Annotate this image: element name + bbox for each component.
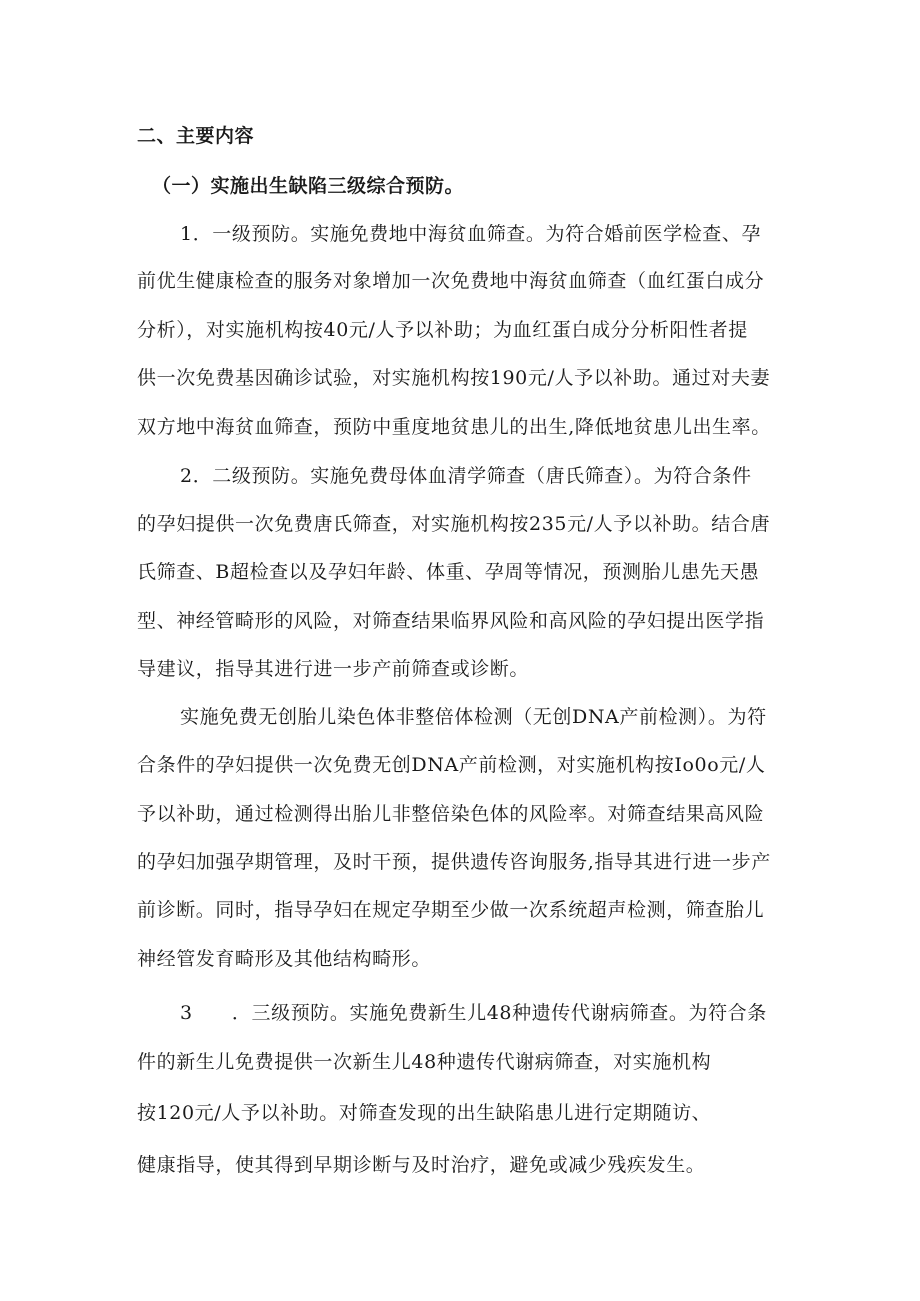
text-line: 实施免费无创胎儿染色体非整倍体检测（无创DNA产前检测）。为符 [180, 706, 767, 728]
text-line: 1．一级预防。实施免费地中海贫血筛查。为符合婚前医学检查、孕 [180, 223, 762, 245]
text-line: 神经管发育畸形及其他结构畸形。 [137, 948, 432, 970]
subsection-heading: （一）实施出生缺陷三级综合预防。 [152, 175, 465, 197]
text-line: 型、神经管畸形的风险，对筛查结果临界风险和高风险的孕妇提出医学指 [137, 610, 765, 632]
section-heading: 二、主要内容 [137, 125, 255, 147]
text-line: 健康指导，使其得到早期诊断与及时治疗，避免或减少残疾发生。 [137, 1154, 706, 1176]
text-line: 前诊断。同时，指导孕妇在规定孕期至少做一次系统超声检测，筛查胎儿 [137, 899, 765, 921]
text-line: 的孕妇加强孕期管理，及时干预，提供遗传咨询服务,指导其进行进一步产 [137, 851, 771, 873]
text-line: 前优生健康检查的服务对象增加一次免费地中海贫血筛查（血红蛋白成分 [137, 270, 765, 292]
text-line: 供一次免费基因确诊试验，对实施机构按190元/人予以补助。通过对夫妻 [137, 367, 771, 389]
text-line: 予以补助，通过检测得出胎儿非整倍染色体的风险率。对筛查结果高风险 [137, 803, 765, 825]
text-line: 氏筛查、B超检查以及孕妇年龄、体重、孕周等情况，预测胎儿患先天愚 [137, 561, 760, 583]
text-line: 合条件的孕妇提供一次免费无创DNA产前检测，对实施机构按Io0o元/人 [137, 754, 766, 776]
text-line: 3 ．三级预防。实施免费新生儿48种遗传代谢病筛查。为符合条 [180, 1002, 767, 1024]
text-line: 按120元/人予以补助。对筛查发现的出生缺陷患儿进行定期随访、 [137, 1102, 712, 1124]
text-line: 2．二级预防。实施免费母体血清学筛查（唐氏筛查）。为符合条件 [180, 465, 752, 487]
text-line: 导建议，指导其进行进一步产前筛查或诊断。 [137, 658, 530, 680]
text-line: 的孕妇提供一次免费唐氏筛查，对实施机构按235元/人予以补助。结合唐 [137, 513, 771, 535]
text-line: 分析），对实施机构按40元/人予以补助；为血红蛋白成分分析阳性者提 [137, 319, 748, 341]
text-line: 双方地中海贫血筛查，预防中重度地贫患儿的出生,降低地贫患儿出生率。 [137, 416, 771, 438]
text-line: 件的新生儿免费提供一次新生儿48种遗传代谢病筛查，对实施机构 [137, 1051, 712, 1073]
